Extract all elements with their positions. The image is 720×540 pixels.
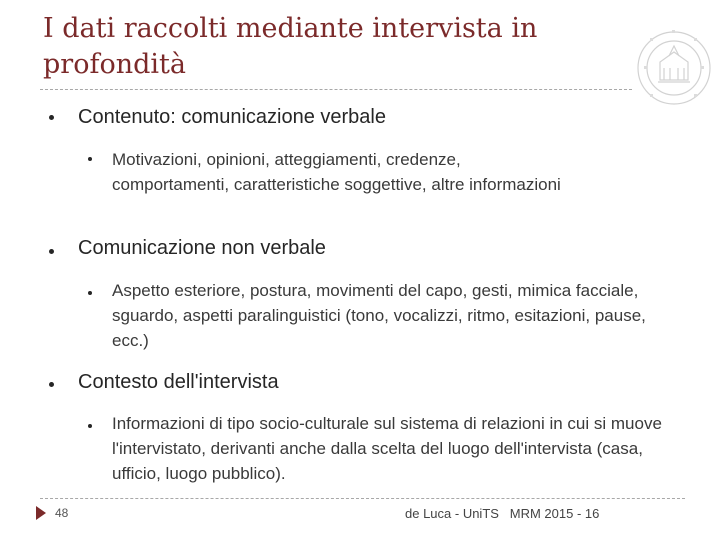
section-detail: Motivazioni, opinioni, atteggiamenti, credenze, comportamenti, caratteristiche soggettive, altre informazioni: [112, 150, 561, 194]
section-heading: Contenuto: comunicazione verbale: [78, 106, 386, 128]
page-number: 48: [55, 506, 69, 520]
section-heading: Comunicazione non verbale: [78, 237, 326, 259]
section-heading: Contesto dell'intervista: [78, 371, 279, 393]
triangle-arrow-icon: [36, 506, 46, 520]
slide-title: I dati raccolti mediante intervista in profondità: [43, 13, 538, 80]
footer-credit: de Luca - UniTS MRM 2015 - 16: [405, 506, 600, 521]
footer-divider: [40, 498, 685, 499]
bullet-dot-icon: [88, 424, 92, 428]
bullet-dot-icon: [88, 157, 92, 161]
bullet-dot-icon: [49, 115, 54, 120]
bullet-dot-icon: [49, 249, 54, 254]
bullet-dot-icon: [49, 382, 54, 387]
section-detail: Aspetto esteriore, postura, movimenti del capo, gesti, mimica facciale, sguardo, aspetti paralinguistici (tono, vocalizzi, ritmo, esitazioni, pause, ecc.): [112, 281, 646, 350]
bullet-dot-icon: [88, 291, 92, 295]
section-detail: Informazioni di tipo socio-culturale sul sistema di relazioni in cui si muove l'intervistato, derivanti anche dalla scelta del luogo dell'intervista (casa, ufficio, luogo pubblico).: [112, 414, 662, 483]
